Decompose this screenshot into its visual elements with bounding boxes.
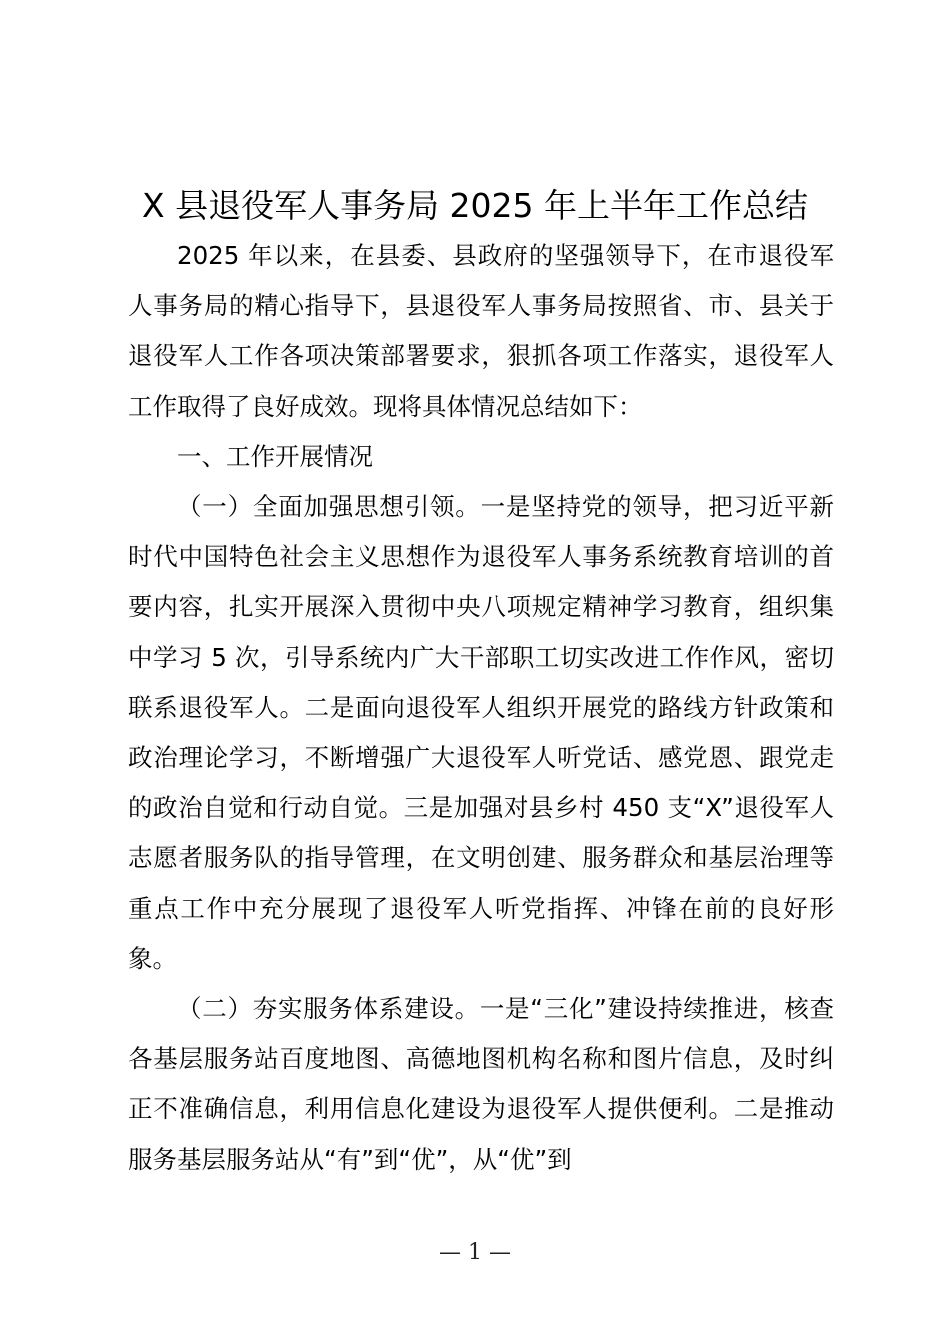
section-heading: 一、工作开展情况 <box>177 441 373 471</box>
document-title: X 县退役军人事务局 2025 年上半年工作总结 <box>141 186 809 225</box>
document-body <box>128 231 834 1185</box>
paragraph-ideology: （一）全面加强思想引领。一是坚持党的领导，把习近平新时代中国特色社会主义思想作为退役军人事务系统教育培训的首要内容，扎实开展深入贯彻中央八项规定精神学习教育，组织集中学习 5 次，引导系统内广大干部职工切实改进工作作风，密切联系退役军人。二是面向退役军人组织开展党的路线方针政策和政治理论学习，不断增强广大退役军人听党话、感党恩、跟党走的政治自觉和行动自觉。三是加强对县乡村 450 支“X”退役军人志愿者服务队的指导管理，在文明创建、服务群众和基层治理等重点工作中充分展现了退役军人听党指挥、冲锋在前的良好形象。 <box>128 492 834 973</box>
page-number: — 1 — <box>439 1240 511 1265</box>
paragraph-service-system: （二）夯实服务体系建设。一是“三化”建设持续推进，核查各基层服务站百度地图、高德地图机构名称和图片信息，及时纠正不准确信息，利用信息化建设为退役军人提供便利。二是推动服务基层服务站从“有”到“优”，从“优”到 <box>128 994 834 1174</box>
paragraph-intro: 2025 年以来，在县委、县政府的坚强领导下，在市退役军人事务局的精心指导下，县退役军人事务局按照省、市、县关于退役军人工作各项决策部署要求，狠抓各项工作落实，退役军人工作取得了良好成效。现将具体情况总结如下： <box>128 241 834 421</box>
